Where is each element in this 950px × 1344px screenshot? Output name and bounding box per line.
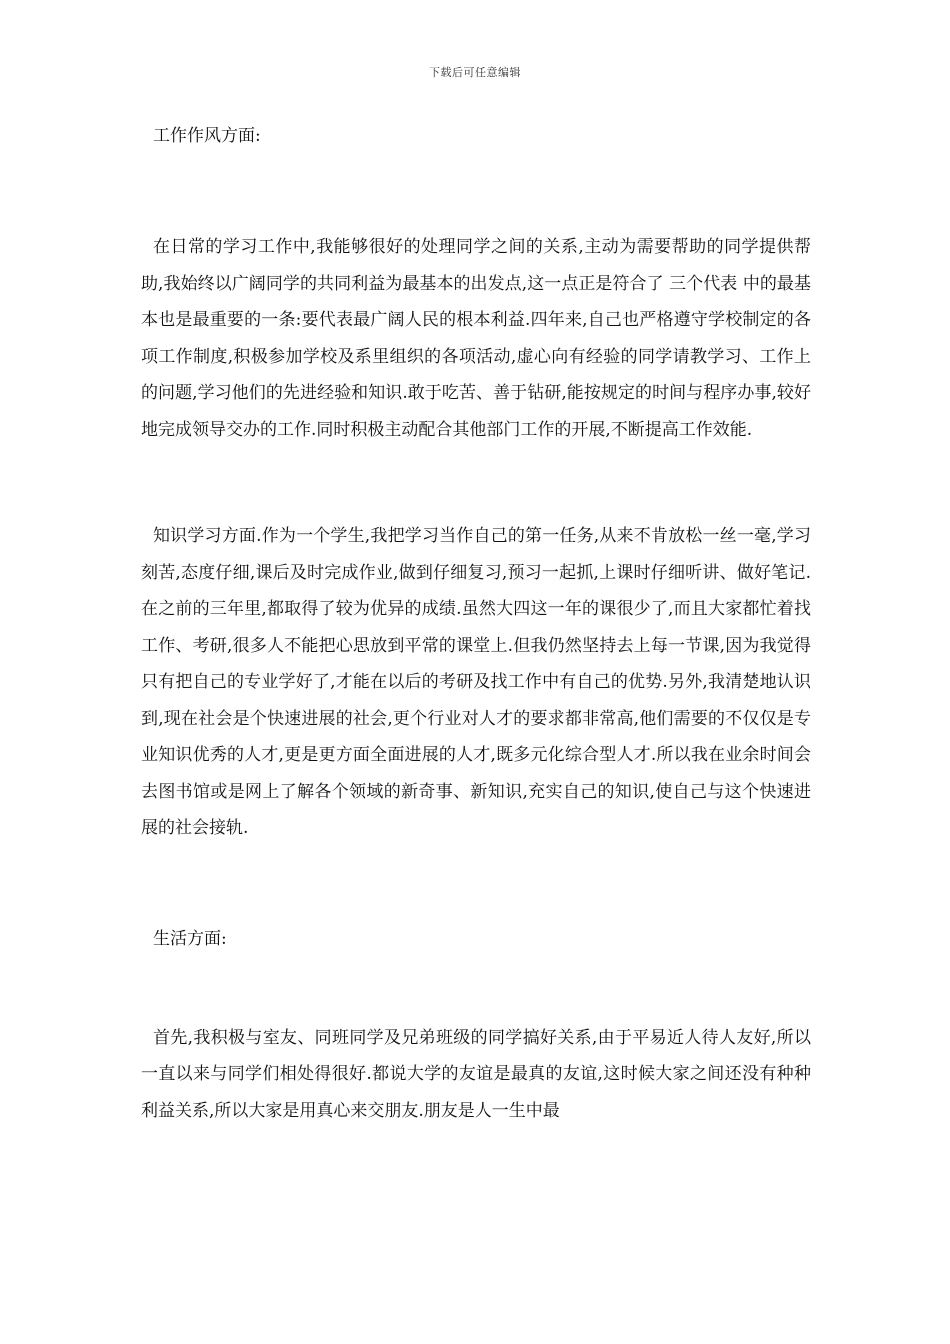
document-body bbox=[141, 118, 811, 1129]
header-note: 下载后可任意编辑 bbox=[429, 66, 521, 79]
section-heading-work-style: 工作作风方面: bbox=[153, 126, 261, 146]
spacer bbox=[141, 154, 811, 229]
paragraph-life: 首先,我积极与室友、同班同学及兄弟班级的同学搞好关系,由于平易近人待人友好,所以一直以来与同学们相处得很好.都说大学的友谊是最真的友谊,这时候大家之间还没有种种利益关系,所以大家是用真心来交朋友.朋友是人一生中最 bbox=[141, 1027, 811, 1121]
paragraph-knowledge-study: 知识学习方面.作为一个学生,我把学习当作自己的第一任务,从来不肯放松一丝一毫,学习刻苦,态度仔细,课后及时完成作业,做到仔细复习,预习一起抓,上课时仔细听讲、做好笔记.在之前的三年里,都取得了较为优异的成绩.虽然大四这一年的课很少了,而且大家都忙着找工作、考研,很多人不能把心思放到平常的课堂上.但我仍然坚持去上每一节课,因为我觉得只有把自己的专业学好了,才能在以后的考研及找工作中有自己的优势.另外,我清楚地认识到,现在社会是个快速进展的社会,更个行业对人才的要求都非常高,他们需要的不仅仅是专业知识优秀的人才,更是更方面全面进展的人才,既多元化综合型人才.所以我在业余时间会去图书馆或是网上了解各个领域的新奇事、新知识,充实自己的知识,使自己与这个快速进展的社会接轨. bbox=[141, 526, 811, 838]
section-heading-life: 生活方面: bbox=[153, 928, 227, 949]
spacer bbox=[141, 957, 811, 1020]
spacer bbox=[141, 847, 811, 921]
spacer bbox=[141, 448, 811, 518]
paragraph-work-style: 在日常的学习工作中,我能够很好的处理同学之间的关系,主动为需要帮助的同学提供帮助,我始终以广阔同学的共同利益为最基本的出发点,这一点正是符合了 三个代表 中的最基本也是最重要的一条:要代表最广阔人民的根本利益.四年来,自己也严格遵守学校制定的各项工作制度,积极参加学校及系里组织的各项活动,虚心向有经验的同学请教学习、工作上的问题,学习他们的先进经验和知识.敢于吃苦、善于钻研,能按规定的时间与程序办事,较好地完成领导交办的工作.同时积极主动配合其他部门工作的开展,不断提高工作效能. bbox=[141, 237, 811, 440]
